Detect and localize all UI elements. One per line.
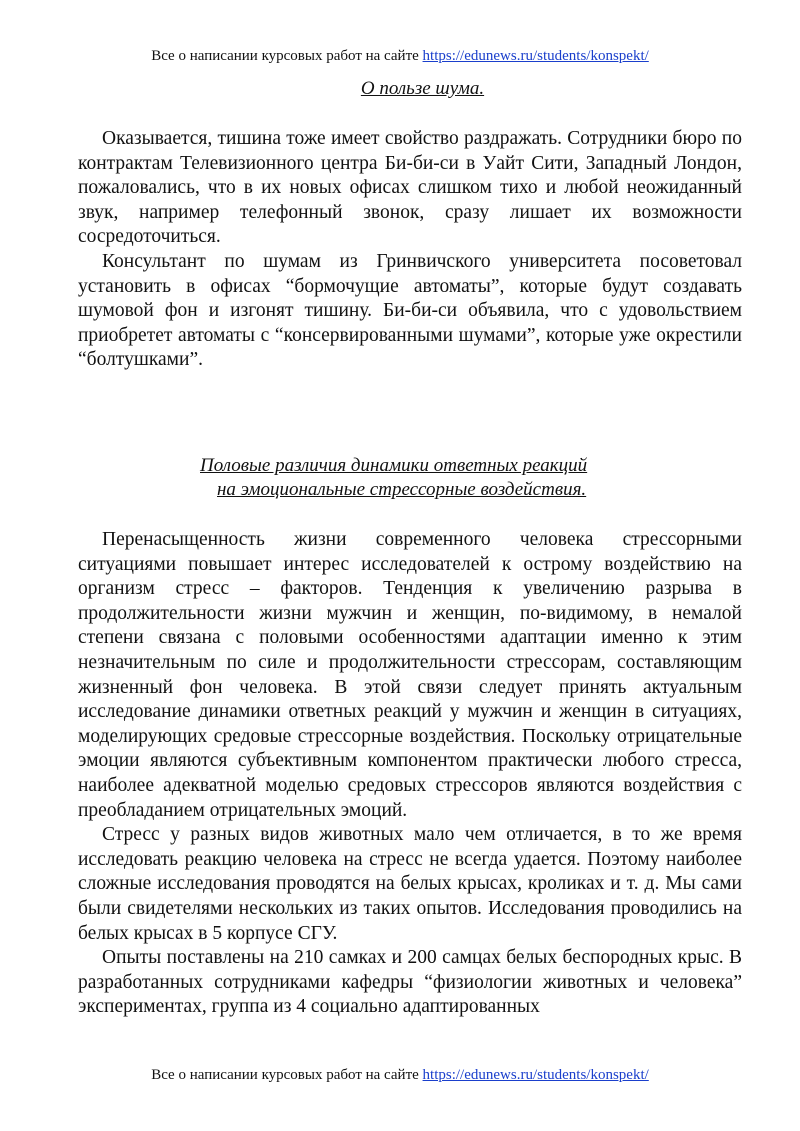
header-text: Все о написании курсовых работ на сайте xyxy=(151,48,419,64)
section-1-title: О пользе шума. xyxy=(360,78,485,99)
section-2-body xyxy=(78,528,742,1020)
paragraph: Перенасыщенность жизни современного человека стрессорными ситуациями повышает интерес исследователей к острому воздействию на организм стресс – факторов. Тенденция к увеличению разрыва в продолжительности жизни мужчин и женщин, по-видимому, в немалой степени связана с половыми особенностями адаптации именно к этим незначительным по силе и продолжительности стрессорам, составляющим жизненный фон человека. В этой связи следует принять актуальным исследование динамики ответных реакций у мужчин и женщин в ситуациях, моделирующих средовые стрессорные воздействия. Поскольку отрицательные эмоции являются субъективным компонентом практически любого стресса, наиболее адекватной моделью средовых стрессоров являются воздействия с преобладанием отрицательных эмоций. xyxy=(78,529,742,821)
footer-text: Все о написании курсовых работ на сайте xyxy=(151,1067,419,1083)
paragraph: Стресс у разных видов животных мало чем отличается, в то же время исследовать реакцию человека на стресс не всегда удается. Поэтому наиболее сложные исследования проводятся на белых крысах, кроликах и т. д. Мы сами были свидетелями нескольких из таких опытов. Исследования проводились на белых крысах в 5 корпусе СГУ. xyxy=(78,824,742,944)
section-2-title-line-1: Половые различия динамики ответных реакций xyxy=(200,455,588,476)
header-link[interactable]: https://edunews.ru/students/konspekt/ xyxy=(422,48,649,64)
section-2-title xyxy=(200,454,660,502)
section-1-body xyxy=(78,127,742,373)
section-2-title-line-2: на эмоциональные стрессорные воздействия. xyxy=(217,479,587,500)
page-header xyxy=(0,47,800,65)
paragraph: Оказывается, тишина тоже имеет свойство раздражать. Сотрудники бюро по контрактам Телевизионного центра Би-би-си в Уайт Сити, Западный Лондон, пожаловались, что в их новых офисах слишком тихо и любой неожиданный звук, например телефонный звонок, сразу лишает их возможности сосредоточиться. xyxy=(78,128,742,248)
footer-link[interactable]: https://edunews.ru/students/konspekt/ xyxy=(422,1067,649,1083)
paragraph: Консультант по шумам из Гринвичского университета посоветовал установить в офисах “бормочущие автоматы”, которые будут создавать шумовой фон и изгонят тишину. Би-би-си объявила, что с удовольствием приобретет автоматы с “консервированными шумами”, которые уже окрестили “болтушками”. xyxy=(78,250,742,371)
page-footer xyxy=(0,1066,800,1084)
paragraph: Опыты поставлены на 210 самках и 200 самцах белых беспородных крыс. В разработанных сотрудниками кафедры “физиологии животных и человека” экспериментах, группа из 4 социально адаптированных xyxy=(78,947,742,1018)
